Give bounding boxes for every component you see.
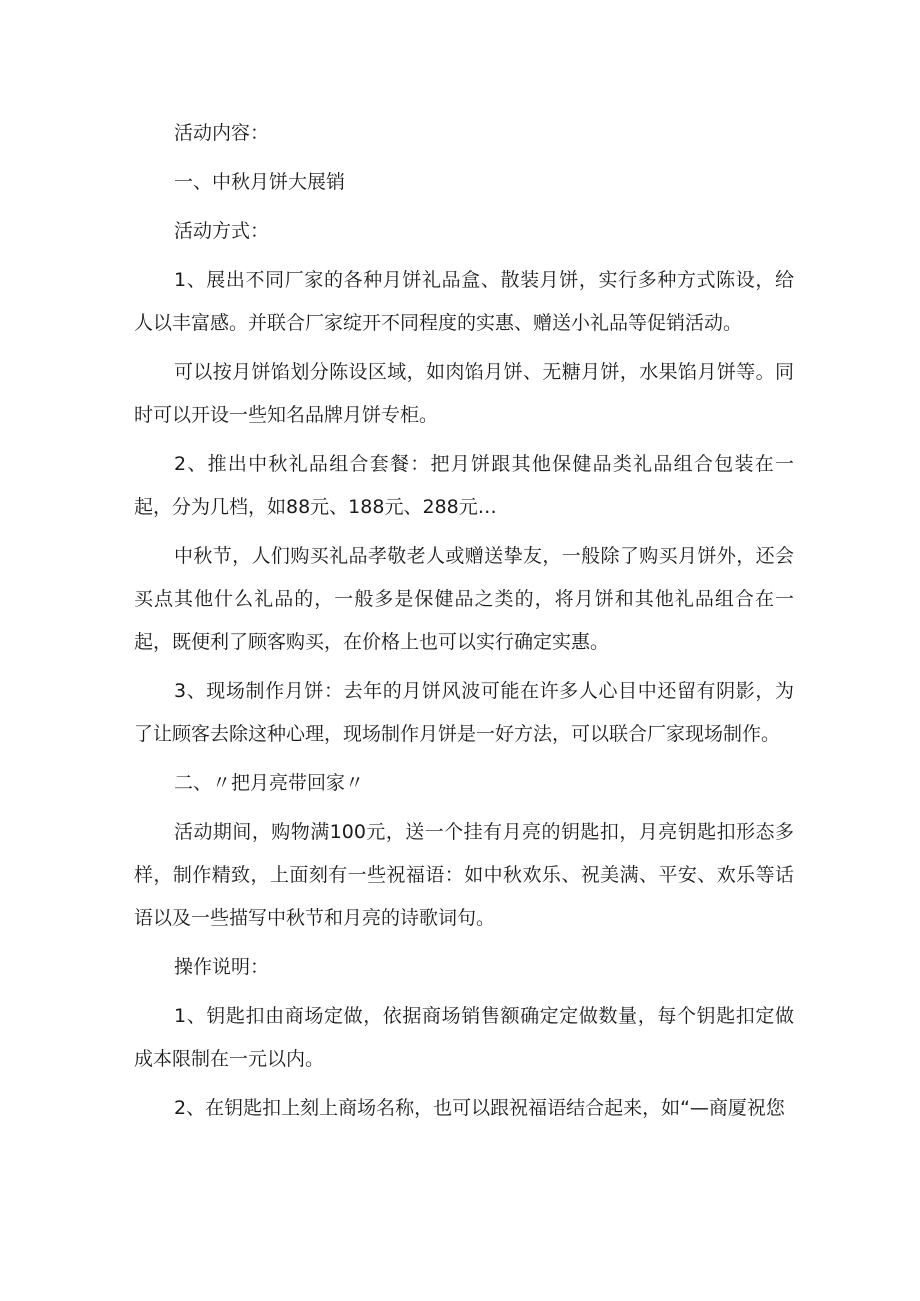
section-label-content: 活动内容： (174, 122, 270, 144)
paragraph-instruction-2: 2、在钥匙扣上刻上商场名称，也可以跟祝福语结合起来，如“—商厦祝您 (174, 1097, 785, 1119)
document-body (134, 112, 794, 1136)
section-label-instructions: 操作说明： (174, 956, 270, 978)
section-heading-1: 一、中秋月饼大展销 (174, 171, 346, 193)
section-heading-2: 二、〃把月亮带回家〃 (174, 772, 365, 794)
paragraph-keychain-offer: 活动期间，购物满100元，送一个挂有月亮的钥匙扣，月亮钥匙扣形态多样，制作精致，上面刻有一些祝福语：如中秋欢乐、祝美满、平安、欢乐等话语以及一些描写中秋节和月亮的诗歌词句。 (134, 821, 794, 929)
paragraph-item-3: 3、现场制作月饼：去年的月饼风波可能在许多人心目中还留有阴影，为了让顾客去除这种心理，现场制作月饼是一好方法，可以联合厂家现场制作。 (134, 680, 794, 745)
paragraph-item-1: 1、展出不同厂家的各种月饼礼品盒、散装月饼，实行多种方式陈设，给人以丰富感。并联合厂家绽开不同程度的实惠、赠送小礼品等促销活动。 (134, 269, 794, 334)
section-label-method: 活动方式： (174, 220, 270, 242)
paragraph-display-zones: 可以按月饼馅划分陈设区域，如肉馅月饼、无糖月饼，水果馅月饼等。同时可以开设一些知名品牌月饼专柜。 (134, 361, 794, 426)
paragraph-instruction-1: 1、钥匙扣由商场定做，依据商场销售额确定定做数量，每个钥匙扣定做成本限制在一元以内。 (134, 1005, 794, 1070)
paragraph-gift-explanation: 中秋节，人们购买礼品孝敬老人或赠送挚友，一般除了购买月饼外，还会买点其他什么礼品的，一般多是保健品之类的，将月饼和其他礼品组合在一起，既便利了顾客购买，在价格上也可以实行确定实惠。 (134, 545, 794, 653)
paragraph-item-2: 2、推出中秋礼品组合套餐：把月饼跟其他保健品类礼品组合包装在一起，分为几档，如88元、188元、288元… (134, 453, 794, 518)
